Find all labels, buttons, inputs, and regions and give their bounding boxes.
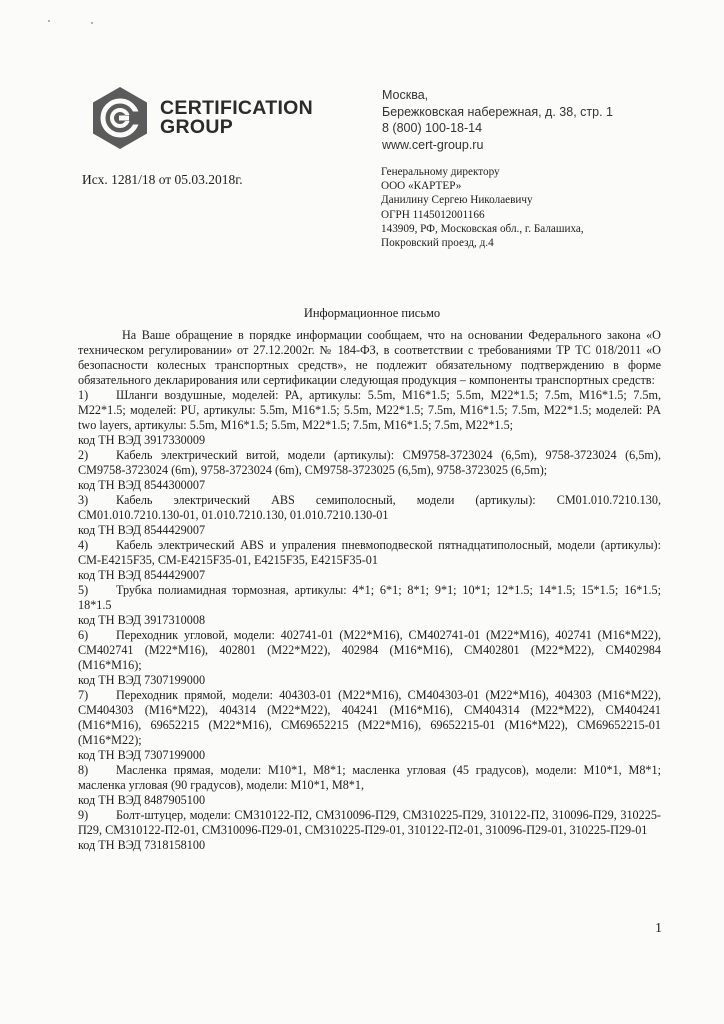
- list-item: [78, 763, 661, 793]
- list-item: [78, 808, 661, 838]
- certification-group-logo-icon: [88, 86, 152, 150]
- list-item: [78, 388, 661, 433]
- list-item: [78, 628, 661, 673]
- item-code: код ТН ВЭД 3917310008: [78, 613, 206, 627]
- item-text: Переходник прямой, модели: 404303-01 (M22*M16), CM404303-01 (M22*M16), 404303 (M16*M22), CM404303 (M16*M22), 404314 (M22*M22), 404241 (M16*M16), CM404314 (M22*M22), CM404241 (M16*M16), 69652215 (M22*M16), CM69652215 (M22*M16), 69652215-01 (M16*M22), CM69652215-01 (M16*M22);: [78, 688, 661, 747]
- list-item: [78, 538, 661, 568]
- item-text: Шланги воздушные, моделей: PA, артикулы: 5.5m, M16*1.5; 5.5m, M22*1.5; 7.5m, M16*1.5; 7.5m, M22*1.5; моделей: PU, артикулы: 5.5m, M16*1.5; 5.5m, M22*1.5; 7.5m, M16*1.5; 7.5m, M22*1.5; моделей: PA two layers, артикулы: 5.5m, M16*1.5; 5.5m, M22*1.5; 7.5m, M16*1.5; 7.5m, M22*1.5;: [78, 388, 661, 432]
- list-item: [78, 688, 661, 748]
- recipient-line: 143909, РФ, Московская обл., г. Балашиха,: [381, 222, 584, 235]
- scan-speck: [48, 20, 50, 22]
- item-code: код ТН ВЭД 8544429007: [78, 523, 206, 537]
- scan-speck: [91, 22, 93, 24]
- company-phone: 8 (800) 100-18-14: [382, 121, 483, 135]
- logo-wordmark: [160, 99, 313, 137]
- list-item: [78, 448, 661, 478]
- item-text: Переходник угловой, модели: 402741-01 (M22*M16), CM402741-01 (M22*M16), 402741 (M16*M22), CM402741 (M22*M16), 402801 (M22*M22), 402984 (M16*M16), CM402801 (M22*M22), CM402984 (M16*M16);: [78, 628, 661, 672]
- outgoing-number: Исх. 1281/18 от 05.03.2018г.: [82, 172, 243, 187]
- logo-line-group: GROUP: [160, 116, 234, 138]
- logo-line-certification: CERTIFICATION: [160, 97, 314, 119]
- company-website: www.cert-group.ru: [382, 137, 484, 152]
- item-code: код ТН ВЭД 8544429007: [78, 568, 206, 582]
- company-city: Москва,: [382, 88, 429, 102]
- item-text: Кабель электрический витой, модели (артикулы): CM9758-3723024 (6,5m), 9758-3723024 (6,5m), CM9758-3723024 (6m), 9758-3723024 (6m), CM9758-3723025 (6,5m), 9758-3723025 (6,5m);: [78, 448, 661, 477]
- item-number: 9): [78, 808, 89, 822]
- item-text: Болт-штуцер, модели: CM310122-П2, CM310096-П29, CM310225-П29, 310122-П2, 310096-П29, 310225-П29, CM310122-П2-01, CM310096-П29-01, CM310225-П29-01, 310122-П2-01, 310096-П29-01, 310225-П29-01: [78, 808, 661, 837]
- item-number: 5): [78, 583, 89, 597]
- list-item: [78, 493, 661, 523]
- item-number: 3): [78, 493, 89, 507]
- recipient-line: ОГРН 1145012001166: [381, 208, 485, 221]
- item-text: Трубка полиамидная тормозная, артикулы: 4*1; 6*1; 8*1; 9*1; 10*1; 12*1.5; 14*1.5; 15*1.5; 16*1.5; 18*1.5: [78, 583, 661, 612]
- item-text: Кабель электрический ABS семиполосный, модели (артикулы): CM01.010.7210.130, CM01.010.7210.130-01, 01.010.7210.130, 01.010.7210.130-01: [78, 493, 661, 522]
- recipient-block: [381, 165, 584, 250]
- item-code: код ТН ВЭД 8544300007: [78, 478, 206, 492]
- item-number: 1): [78, 388, 89, 402]
- page-number: 1: [655, 921, 662, 936]
- letter-body: [78, 328, 661, 853]
- company-contacts: [382, 87, 613, 153]
- item-code: код ТН ВЭД 8487905100: [78, 793, 206, 807]
- letter-title: Информационное письмо: [303, 306, 441, 320]
- item-code: код ТН ВЭД 7307199000: [78, 748, 206, 762]
- item-code: код ТН ВЭД 7318158100: [78, 838, 206, 852]
- recipient-line: Покровский проезд, д.4: [381, 237, 494, 250]
- item-number: 6): [78, 628, 89, 642]
- recipient-line: ООО «КАРТЕР»: [381, 180, 462, 193]
- item-text: Масленка прямая, модели: M10*1, M8*1; масленка угловая (45 градусов), модели: M10*1, M8*1; масленка угловая (90 градусов), модели: M10*1, M8*1,: [78, 763, 661, 792]
- item-text: Кабель электрический ABS и упраления пневмоподвеской пятнадцатиполосный, модели (артикулы): CM-E4215F35, CM-E4215F35-01, E4215F35, E4215F35-01: [78, 538, 661, 567]
- recipient-line: Генеральному директору: [381, 166, 500, 178]
- list-item: [78, 583, 661, 613]
- item-code: код ТН ВЭД 7307199000: [78, 673, 206, 687]
- item-number: 7): [78, 688, 89, 702]
- item-number: 8): [78, 763, 89, 777]
- company-address: Бережковская набережная, д. 38, стр. 1: [382, 104, 613, 119]
- recipient-line: Данилину Сергею Николаевичу: [381, 194, 533, 207]
- company-logo: [88, 86, 328, 152]
- item-number: 4): [78, 538, 89, 552]
- item-number: 2): [78, 448, 89, 462]
- intro-paragraph: На Ваше обращение в порядке информации сообщаем, что на основании Федерального закона «О техническом регулировании» от 27.12.2002г. № 184-ФЗ, в соответствии с требованиями ТР ТС 018/2011 «О безопасности колесных транспортных средств», не подлежит обязательному подтверждению в форме обязательного декларирования или сертификации следующая продукция – компоненты транспортных средств:: [78, 328, 661, 387]
- item-code: код ТН ВЭД 3917330009: [78, 433, 206, 447]
